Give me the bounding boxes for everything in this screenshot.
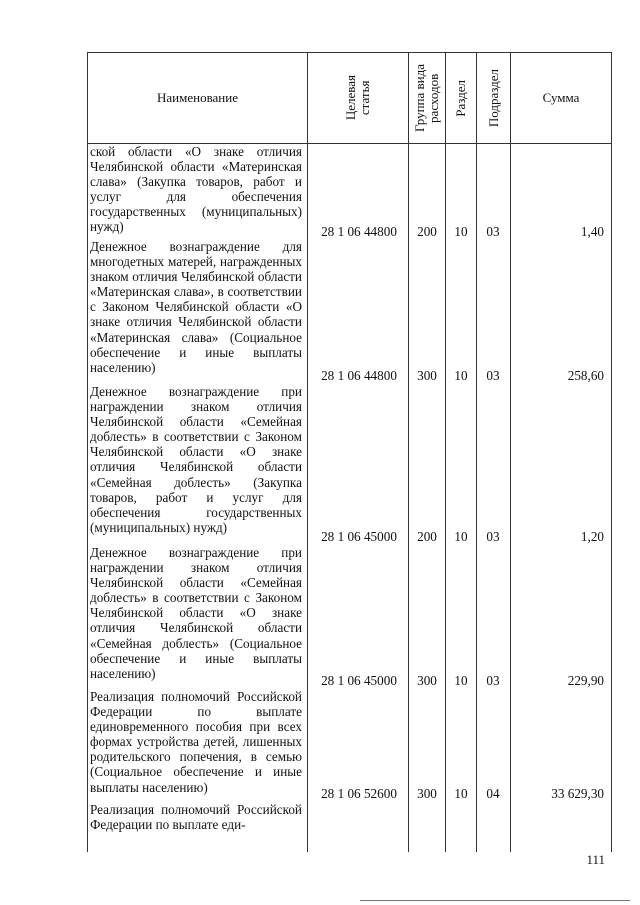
table-row-group: 300 [417,368,437,383]
header-subsection: Подраздел [485,68,501,128]
table-row-sum: 229,90 [567,673,604,688]
table-row-sum: 1,40 [580,224,604,239]
table-row-group: 200 [417,224,437,239]
col-divider-sum [510,52,511,852]
table-row-subsection: 03 [486,673,500,688]
table-row-name: Денежное вознаграждение при награждении знаком отличия Челябинской области «Семейная доблесть» в соответствии с Законом Челябинской области «О знаке отличия Челябинской области «Семейная доблесть» (Закупка товаров, работ и услуг для обеспечения государственных (муниципальных) нужд) [90,384,302,535]
header-section: Раздел [453,79,468,117]
header-name-cell [88,53,307,143]
table-row-group: 300 [417,673,437,688]
header-sum-cell [511,53,611,143]
col-divider-subsection [476,52,477,852]
table-row-group: 200 [417,529,437,544]
header-section-cell [446,53,476,143]
table-row-section: 10 [454,786,468,801]
table-row-sum: 33 629,30 [551,786,604,801]
table-row-subsection: 03 [486,224,500,239]
table-row-subsection: 03 [486,529,500,544]
header-group-cell [409,53,445,143]
table-row-name: ской области «О знаке отличия Челябинской области «Материнская слава» (Закупка товаров, работ и услуг для обеспечения государственных (муниципальных) нужд) [90,144,302,235]
header-subsection-cell [477,53,510,143]
table-row-section: 10 [454,673,468,688]
table-row-group: 300 [417,786,437,801]
table-row-code: 28 1 06 44800 [321,224,397,239]
table-row-subsection: 03 [486,368,500,383]
col-divider-group [408,52,409,852]
table-row-section: 10 [454,368,468,383]
header-sum: Сумма [542,90,580,105]
table-row-code: 28 1 06 45000 [321,673,397,688]
table-row-section: 10 [454,224,468,239]
table-row-name: Реализация полномочий Российской Федерации по выплате единовременного пособия при всех формах устройства детей, лишенных родительского попечения, в семью (Социальное обеспечение и иные выплаты населению) [90,689,302,795]
page-number: 111 [586,852,605,867]
table-row-name: Денежное вознаграждение при награждении знаком отличия Челябинской области «Семейная доблесть» в соответствии с Законом Челябинской области «О знаке отличия Челябинской области «Семейная доблесть» (Социальное обеспечение и иные выплаты населению) [90,545,302,681]
header-target-article: Целевая статья [343,75,372,121]
table-row-name: Реализация полномочий Российской Федерации по выплате еди- [90,802,302,833]
header-expense-group: Группа вида расходов [412,64,441,132]
table-row-code: 28 1 06 44800 [321,368,397,383]
table-row-section: 10 [454,529,468,544]
table-row-name: Денежное вознаграждение для многодетных матерей, награжденных знаком отличия Челябинской области «Материнская слава», в соответствии с Законом Челябинской области «О знаке отличия Челябинской области «Материнская слава» (Социальное обеспечение и иные выплаты населению) [90,239,302,375]
col-divider-section [445,52,446,852]
header-name: Наименование [157,90,238,105]
header-code-cell [308,53,408,143]
col-divider-code [307,52,308,852]
table-row-sum: 258,60 [567,368,604,383]
table-row-subsection: 04 [486,786,500,801]
table-row-sum: 1,20 [580,529,604,544]
table-row-code: 28 1 06 45000 [321,529,397,544]
footer-rule [360,900,630,901]
table-row-code: 28 1 06 52600 [321,786,397,801]
